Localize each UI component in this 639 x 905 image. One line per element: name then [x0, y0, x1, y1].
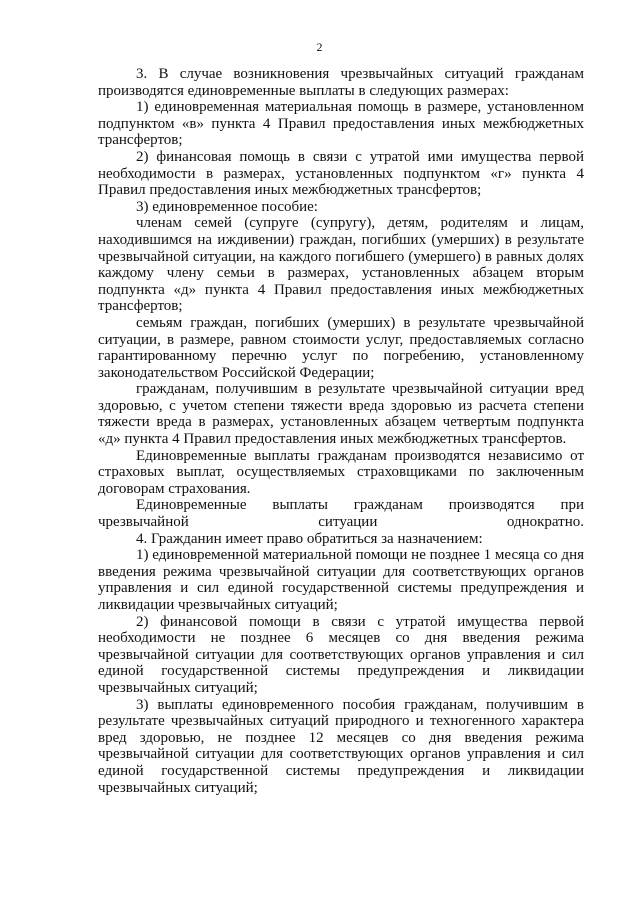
- page-number: 2: [316, 40, 323, 54]
- paragraph-3-3: 3) единовременное пособие:: [136, 198, 318, 215]
- paragraph-3-2: 2) финансовая помощь в связи с утратой ими имущества первой необходимости в размерах, установленных подпунктом «г» пункта 4 Правил предоставления иных межбюджетных трансфертов;: [98, 148, 584, 199]
- paragraph-4-intro: 4. Гражданин имеет право обратиться за назначением:: [136, 530, 483, 547]
- paragraph-families: семьям граждан, погибших (умерших) в результате чрезвычайной ситуации, в размере, равном стоимости услуг, предоставляемых согласно гарантированному перечню услуг по погребению, установленному законодательством Российской Федерации;: [98, 314, 584, 381]
- document-body: [98, 66, 584, 796]
- paragraph-4-1: 1) единовременной материальной помощи не позднее 1 месяца со дня введения режима чрезвычайной ситуации для соответствующих органов управления и сил единой государственной системы предупреждения и ликвидации чрезвычайных ситуаций;: [98, 547, 584, 613]
- paragraph-4-3: 3) выплаты единовременного пособия гражданам, получившим в результате чрезвычайных ситуаций природного и техногенного характера вред здоровью, не позднее 12 месяцев со дня введения режима чрезвычайной ситуации для соответствующих органов управления и сил единой государственной системы предупреждения и ликвидации чрезвычайных ситуаций;: [98, 696, 584, 796]
- paragraph-one-time: Единовременные выплаты гражданам производятся при чрезвычайной ситуации однократно.: [98, 497, 584, 531]
- paragraph-family-members: членам семей (супруге (супругу), детям, родителям и лицам, находившимся на иждивении) граждан, погибших (умерших) в результате чрезвычайной ситуации, на каждого погибшего (умершего) в равных долях каждому члену семьи в размерах, установленных абзацем вторым подпункта «д» пункта 4 Правил предоставления иных межбюджетных трансфертов;: [98, 215, 584, 315]
- paragraph-4-2: 2) финансовой помощи в связи с утратой имущества первой необходимости не позднее 6 месяцев со дня введения режима чрезвычайной ситуации для соответствующих органов управления и сил единой государственной системы предупреждения и ликвидации чрезвычайных ситуаций;: [98, 613, 584, 696]
- paragraph-health-harm: гражданам, получившим в результате чрезвычайной ситуации вред здоровью, с учетом степени тяжести вреда здоровью из расчета степени тяжести вреда в размерах, установленных абзацем четвертым подпункта «д» пункта 4 Правил предоставления иных межбюджетных трансфертов.: [98, 381, 584, 448]
- paragraph-3-intro: 3. В случае возникновения чрезвычайных ситуаций гражданам производятся единовременные выплаты в следующих размерах:: [98, 66, 584, 99]
- paragraph-independent-payments: Единовременные выплаты гражданам производятся независимо от страховых выплат, осуществляемых страховщиками по заключенным договорам страхования.: [98, 447, 584, 497]
- paragraph-3-1: 1) единовременная материальная помощь в размере, установленном подпунктом «в» пункта 4 Правил предоставления иных межбюджетных трансфертов;: [98, 99, 584, 149]
